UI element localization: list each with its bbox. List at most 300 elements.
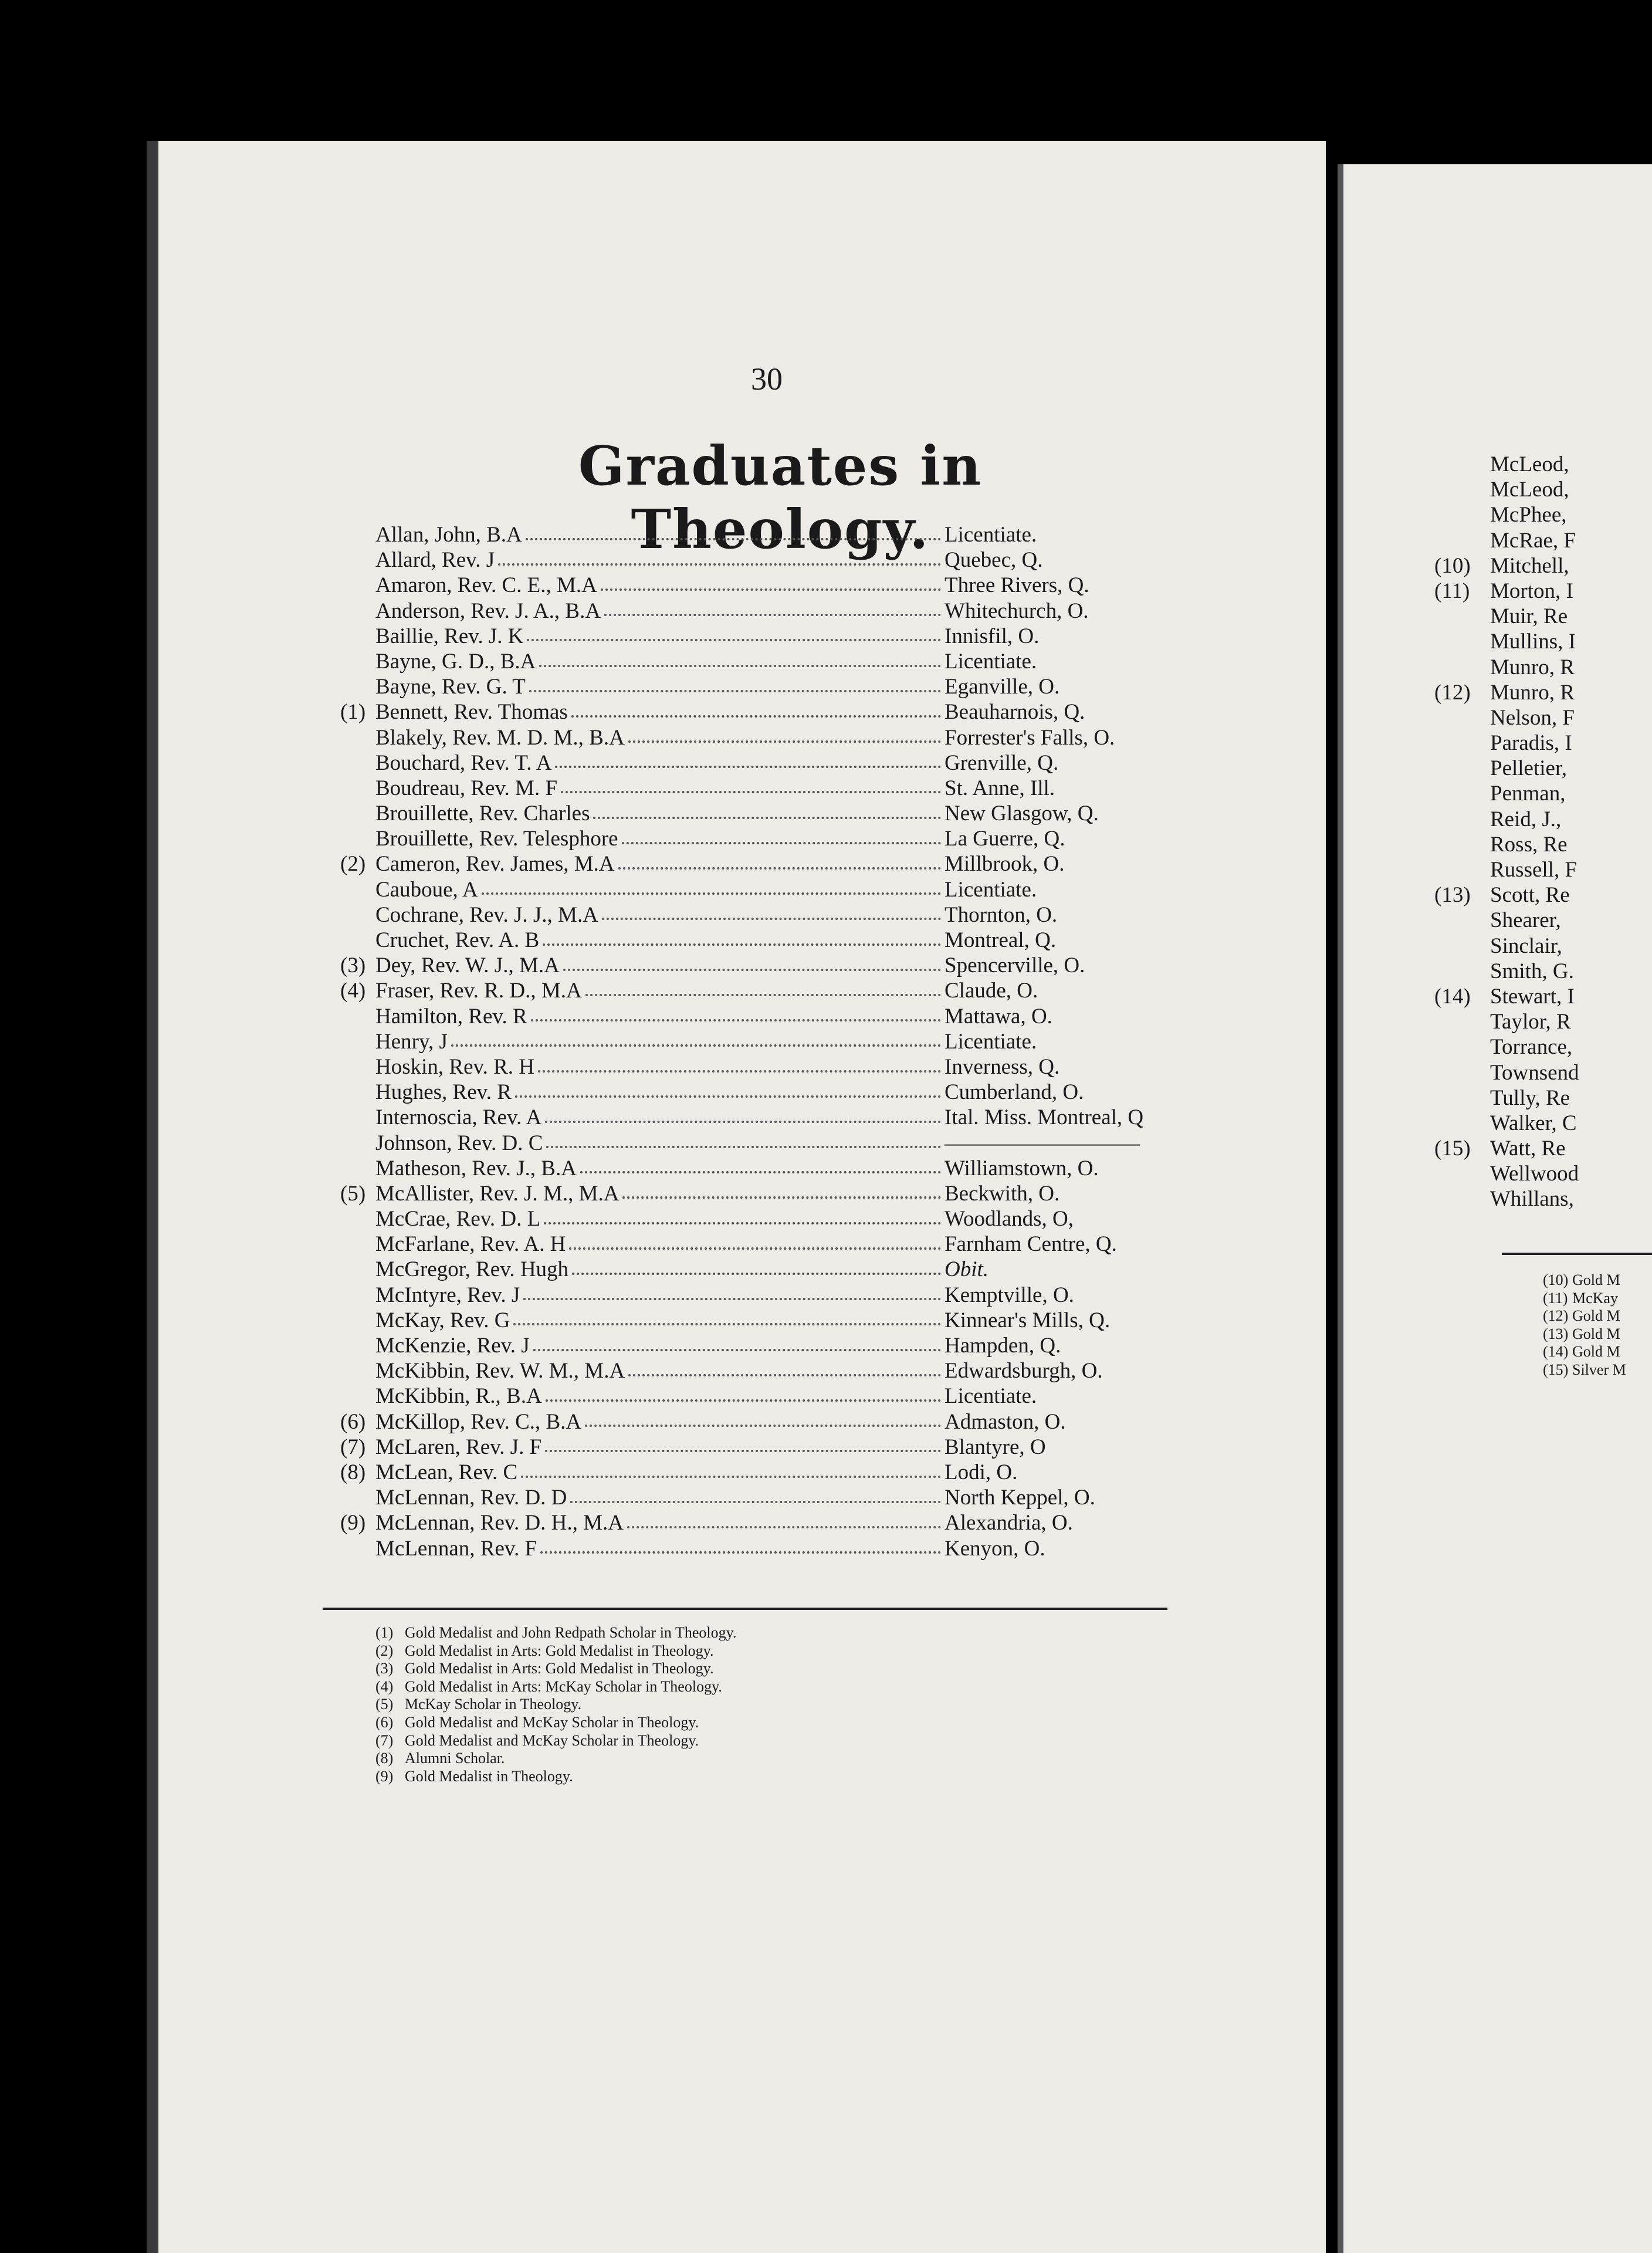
list-item — [1490, 502, 1652, 527]
list-item — [340, 522, 1197, 547]
footnote-marker — [1434, 705, 1490, 730]
footnote-marker — [1434, 502, 1490, 527]
right-section-rule — [1502, 1253, 1652, 1255]
graduate-name: Penman, — [1490, 782, 1566, 806]
footnote-item — [1543, 1343, 1652, 1361]
graduate-location: Spencerville, O. — [945, 953, 1085, 978]
list-item — [340, 928, 1197, 953]
list-item — [340, 674, 1197, 699]
list-item — [340, 902, 1197, 928]
list-item — [340, 1485, 1197, 1510]
list-item — [1490, 1009, 1652, 1034]
list-item — [1490, 1161, 1652, 1186]
list-item — [340, 1283, 1197, 1308]
leader-dots — [538, 1070, 941, 1073]
graduate-name: McLennan, Rev. F — [375, 1536, 537, 1561]
graduate-name: Allan, John, B.A — [375, 523, 522, 547]
graduate-name: Boudreau, Rev. M. F — [375, 776, 558, 800]
footnote-mark: (10) — [1543, 1271, 1569, 1288]
list-item — [340, 573, 1197, 598]
graduate-location: Millbrook, O. — [945, 852, 1065, 877]
footnote-marker: (6) — [340, 1409, 366, 1434]
graduate-name: McCrae, Rev. D. L — [375, 1207, 541, 1232]
footnotes — [375, 1624, 1138, 1785]
footnote-marker — [1434, 604, 1490, 629]
leader-dots — [571, 715, 941, 718]
graduate-name: Muir, Re — [1490, 604, 1568, 629]
list-item — [340, 649, 1197, 674]
footnote-marker — [1434, 655, 1490, 680]
footnote-item — [1543, 1361, 1652, 1379]
footnote-item — [375, 1660, 1138, 1678]
leader-dots — [513, 1323, 941, 1325]
footnote-marker: (12) — [1434, 680, 1471, 705]
footnote-marker — [1434, 528, 1490, 553]
leader-dots — [533, 1349, 941, 1351]
graduate-location: North Keppel, O. — [945, 1486, 1095, 1510]
leader-dots — [545, 1450, 941, 1452]
list-item — [1490, 832, 1652, 857]
graduate-location: Kenyon, O. — [945, 1536, 1045, 1561]
graduate-name: McKay, Rev. G — [375, 1308, 510, 1332]
list-item — [1490, 477, 1652, 502]
leader-dots — [521, 1476, 941, 1478]
footnote-marker: (14) — [1434, 984, 1471, 1009]
graduate-name: Henry, J — [375, 1029, 448, 1054]
graduate-name: Townsend — [1490, 1060, 1579, 1085]
graduate-location: Thornton, O. — [945, 902, 1058, 927]
leader-dots — [523, 1298, 941, 1300]
footnote-marker: (4) — [340, 979, 366, 1003]
list-item — [1490, 528, 1652, 553]
leader-dots — [628, 740, 941, 743]
leader-dots — [602, 918, 941, 920]
leader-dots — [628, 1374, 941, 1376]
graduate-location: Woodlands, O, — [945, 1207, 1074, 1232]
graduate-location: Eganville, O. — [945, 675, 1060, 699]
footnote-text: Gold Medalist in Theology. — [405, 1767, 573, 1785]
list-item — [1490, 908, 1652, 933]
footnote-marker — [1434, 781, 1490, 806]
book-gutter — [1326, 164, 1338, 2253]
leader-dots — [585, 994, 941, 996]
graduate-name: Hughes, Rev. R — [375, 1080, 512, 1105]
graduate-name: Cruchet, Rev. A. B — [375, 928, 540, 952]
footnote-item — [375, 1732, 1138, 1750]
graduate-name: Bayne, G. D., B.A — [375, 649, 536, 674]
leader-dots — [546, 1146, 941, 1148]
graduate-name: Watt, Re — [1490, 1136, 1566, 1161]
footnote-marker — [1434, 857, 1490, 882]
list-item — [340, 1383, 1197, 1409]
list-item — [340, 750, 1197, 776]
graduate-name: Mitchell, — [1490, 553, 1569, 578]
list-item — [340, 1029, 1197, 1054]
graduate-name: Scott, Re — [1490, 883, 1570, 908]
footnote-mark: (12) — [1543, 1307, 1569, 1325]
footnote-item — [375, 1696, 1138, 1714]
page-title: Graduates in Theology. — [578, 434, 983, 561]
leader-dots — [529, 690, 941, 692]
footnote-marker — [1434, 908, 1490, 933]
footnote-mark: (1) — [375, 1624, 394, 1641]
list-item — [1490, 1186, 1652, 1212]
graduate-name: Bennett, Rev. Thomas — [375, 700, 568, 725]
footnote-mark: (9) — [375, 1767, 394, 1785]
list-item — [340, 547, 1197, 573]
graduate-name: McLeod, — [1490, 452, 1569, 476]
list-item — [340, 978, 1197, 1003]
graduate-location: Mattawa, O. — [945, 1004, 1052, 1029]
footnote-marker — [1434, 452, 1490, 477]
leader-dots — [482, 892, 941, 895]
footnote-marker — [1434, 807, 1490, 832]
footnote-marker — [1434, 477, 1490, 502]
graduate-name: Stewart, I — [1490, 984, 1575, 1009]
list-item — [1490, 1111, 1652, 1136]
footnote-marker: (1) — [340, 700, 366, 725]
footnote-item — [375, 1624, 1138, 1642]
graduate-location: Hampden, Q. — [945, 1334, 1061, 1358]
footnote-text: Gold Medalist and John Redpath Scholar in Theology. — [405, 1624, 737, 1641]
leader-dots — [451, 1044, 941, 1047]
graduate-name: Paradis, I — [1490, 731, 1572, 756]
footnote-marker — [1434, 1085, 1490, 1111]
footnote-marker — [1434, 1060, 1490, 1085]
list-item — [340, 1333, 1197, 1358]
graduate-name: Amaron, Rev. C. E., M.A — [375, 573, 597, 598]
graduate-name: McRae, F — [1490, 528, 1576, 553]
graduate-name: Dey, Rev. W. J., M.A — [375, 953, 560, 978]
footnote-marker: (13) — [1434, 883, 1471, 908]
graduate-location: Edwardsburgh, O. — [945, 1359, 1103, 1383]
leader-dots — [622, 1196, 941, 1199]
list-item — [1434, 1136, 1652, 1161]
leader-dots — [539, 665, 941, 667]
footnote-text: Gold Medalist in Arts: Gold Medalist in Theology. — [405, 1660, 714, 1677]
footnote-mark: (5) — [375, 1696, 394, 1713]
footnote-text: Gold M — [1572, 1325, 1620, 1342]
graduate-location: Ital. Miss. Montreal, Q — [945, 1105, 1144, 1130]
graduate-location: Licentiate. — [945, 523, 1037, 547]
graduate-name: Anderson, Rev. J. A., B.A — [375, 598, 601, 623]
graduate-name: Mullins, I — [1490, 630, 1576, 654]
list-item — [1490, 452, 1652, 477]
graduate-name: Allard, Rev. J — [375, 548, 495, 573]
graduate-name: McLennan, Rev. D. H., M.A — [375, 1511, 624, 1535]
list-item — [1490, 756, 1652, 781]
footnote-mark: (13) — [1543, 1325, 1569, 1342]
list-item — [1490, 604, 1652, 629]
footnote-item — [375, 1714, 1138, 1732]
list-item — [340, 1206, 1197, 1232]
graduate-name: McLennan, Rev. D. D — [375, 1486, 567, 1510]
graduate-name: Johnson, Rev. D. C — [375, 1131, 543, 1155]
footnote-marker — [1434, 959, 1490, 984]
footnote-marker: (9) — [340, 1511, 366, 1535]
footnote-item — [1543, 1290, 1652, 1308]
footnote-marker: (8) — [340, 1460, 366, 1484]
footnote-mark: (6) — [375, 1713, 394, 1731]
right-page-list — [1434, 452, 1652, 1212]
list-item — [340, 1308, 1197, 1333]
footnote-text: Gold M — [1572, 1343, 1620, 1361]
graduate-name: Baillie, Rev. J. K — [375, 624, 524, 648]
graduate-name: McLean, Rev. C — [375, 1460, 518, 1484]
list-item — [1490, 655, 1652, 680]
footnote-marker: (3) — [340, 953, 366, 978]
list-item — [340, 953, 1197, 978]
list-item — [340, 776, 1197, 801]
graduate-name: Cameron, Rev. James, M.A — [375, 852, 615, 877]
graduate-location: Licentiate. — [945, 1384, 1037, 1409]
graduate-name: Internoscia, Rev. A — [375, 1105, 542, 1130]
leader-dots — [545, 1121, 941, 1123]
graduate-location: Cumberland, O. — [945, 1080, 1084, 1105]
graduate-name: Torrance, — [1490, 1035, 1573, 1060]
leader-dots — [570, 1501, 941, 1503]
footnote-marker: (11) — [1434, 579, 1470, 603]
list-item — [1490, 807, 1652, 832]
list-item — [340, 877, 1197, 902]
footnote-item — [375, 1642, 1138, 1660]
graduate-name: Brouillette, Rev. Telesphore — [375, 827, 618, 851]
graduate-name: Whillans, — [1490, 1187, 1574, 1212]
list-item — [340, 1435, 1197, 1460]
leader-dots — [572, 1273, 941, 1275]
graduate-name: Cochrane, Rev. J. J., M.A — [375, 902, 598, 927]
graduate-name: Bayne, Rev. G. T — [375, 675, 526, 699]
leader-dots — [593, 817, 941, 819]
list-item — [1490, 1060, 1652, 1085]
graduate-name: Matheson, Rev. J., B.A — [375, 1156, 577, 1180]
footnote-marker: (10) — [1434, 553, 1471, 578]
graduate-name: McAllister, Rev. J. M., M.A — [375, 1181, 620, 1206]
graduate-name: Cauboue, A — [375, 877, 478, 902]
graduate-location: Lodi, O. — [945, 1460, 1018, 1484]
graduate-location: Quebec, Q. — [945, 548, 1043, 573]
footnote-mark: (11) — [1543, 1289, 1568, 1307]
list-item — [1490, 705, 1652, 730]
graduate-name: Nelson, F — [1490, 705, 1575, 730]
list-item — [1490, 1085, 1652, 1111]
graduate-location: Innisfil, O. — [945, 624, 1040, 648]
list-item — [340, 1181, 1197, 1206]
graduate-name: McKibbin, Rev. W. M., M.A — [375, 1359, 625, 1383]
graduate-location: Licentiate. — [945, 1029, 1037, 1054]
footnote-marker: (2) — [340, 852, 366, 877]
footnote-marker: (5) — [340, 1181, 366, 1206]
footnote-marker — [1434, 1111, 1490, 1136]
graduate-location: ――――――――― — [945, 1131, 1140, 1155]
leader-dots — [627, 1526, 941, 1528]
list-item — [340, 598, 1197, 624]
leader-dots — [498, 563, 941, 566]
list-item — [1490, 959, 1652, 984]
graduate-name: McFarlane, Rev. A. H — [375, 1232, 566, 1257]
leader-dots — [546, 1399, 941, 1402]
page-number: 30 — [751, 361, 783, 397]
graduate-location: Forrester's Falls, O. — [945, 725, 1115, 750]
footnote-marker — [1434, 933, 1490, 959]
graduate-location: Grenville, Q. — [945, 750, 1059, 775]
graduate-location: Blantyre, O — [945, 1435, 1046, 1459]
graduate-location: Kemptville, O. — [945, 1283, 1074, 1307]
graduate-name: McIntyre, Rev. J — [375, 1283, 520, 1307]
graduate-name: McKenzie, Rev. J — [375, 1334, 530, 1358]
list-item — [340, 1409, 1197, 1435]
leader-dots — [515, 1095, 941, 1098]
footnote-item — [1543, 1307, 1652, 1325]
leader-dots — [544, 1222, 941, 1224]
list-item — [340, 725, 1197, 750]
list-item — [1490, 629, 1652, 654]
graduate-name: Russell, F — [1490, 858, 1577, 882]
list-item — [1490, 933, 1652, 959]
graduate-name: Walker, C — [1490, 1111, 1577, 1135]
footnote-mark: (8) — [375, 1750, 394, 1767]
graduate-name: Blakely, Rev. M. D. M., B.A — [375, 725, 625, 750]
footnote-marker — [1434, 1034, 1490, 1060]
list-item — [340, 1054, 1197, 1080]
graduate-name: Wellwood — [1490, 1162, 1579, 1186]
graduate-location: New Glasgow, Q. — [945, 801, 1099, 826]
footnote-mark: (3) — [375, 1660, 394, 1677]
footnote-mark: (14) — [1543, 1343, 1569, 1361]
leader-dots — [561, 791, 941, 793]
list-item — [340, 699, 1197, 725]
list-item — [1490, 857, 1652, 882]
graduate-name: Taylor, R — [1490, 1010, 1571, 1034]
footnote-marker — [1434, 629, 1490, 654]
graduate-name: Smith, G. — [1490, 959, 1574, 983]
graduate-name: Pelletier, — [1490, 756, 1568, 781]
footnote-item — [375, 1750, 1138, 1768]
footnote-item — [375, 1678, 1138, 1696]
graduate-location: Williamstown, O. — [945, 1156, 1099, 1180]
leader-dots — [531, 1019, 941, 1021]
graduate-location: Licentiate. — [945, 877, 1037, 902]
leader-dots — [622, 842, 941, 844]
list-item — [340, 1232, 1197, 1257]
footnote-marker — [1434, 756, 1490, 781]
list-item — [340, 1536, 1197, 1561]
leader-dots — [540, 1551, 941, 1554]
graduate-location: Kinnear's Mills, Q. — [945, 1308, 1111, 1332]
footnote-text: Silver M — [1572, 1361, 1626, 1378]
footnote-marker — [1434, 1161, 1490, 1186]
leader-dots — [526, 538, 941, 540]
graduate-name: Tully, Re — [1490, 1085, 1570, 1110]
footnote-marker — [1434, 1186, 1490, 1212]
graduate-location: Admaston, O. — [945, 1409, 1066, 1434]
graduate-location: Claude, O. — [945, 979, 1038, 1003]
graduate-location: Obit. — [945, 1257, 989, 1282]
list-item — [340, 1510, 1197, 1535]
graduate-name: McGregor, Rev. Hugh — [375, 1257, 569, 1282]
graduate-name: McPhee, — [1490, 503, 1567, 527]
footnote-mark: (7) — [375, 1731, 394, 1749]
graduate-location: Three Rivers, Q. — [945, 573, 1089, 598]
list-item — [340, 1156, 1197, 1181]
graduate-name: Munro, R — [1490, 680, 1575, 705]
leader-dots — [580, 1171, 941, 1173]
graduate-name: McKibbin, R., B.A — [375, 1384, 542, 1409]
leader-dots — [543, 943, 941, 946]
footnote-marker — [1434, 1009, 1490, 1034]
footnote-item — [1543, 1271, 1652, 1290]
graduate-name: McLaren, Rev. J. F — [375, 1435, 542, 1459]
graduate-location: Montreal, Q. — [945, 928, 1057, 952]
graduate-location: Licentiate. — [945, 649, 1037, 674]
list-item — [340, 801, 1197, 826]
list-item — [340, 1004, 1197, 1029]
list-item — [340, 1460, 1197, 1485]
leader-dots — [618, 867, 941, 870]
graduate-location: Beckwith, O. — [945, 1181, 1060, 1206]
graduate-name: McLeod, — [1490, 478, 1569, 502]
graduate-name: Munro, R — [1490, 655, 1575, 679]
list-item — [340, 1080, 1197, 1105]
section-rule — [323, 1608, 1167, 1610]
graduate-name: Shearer, — [1490, 908, 1561, 933]
graduate-location: La Guerre, Q. — [945, 827, 1065, 851]
list-item — [1490, 781, 1652, 806]
leader-dots — [585, 1425, 941, 1427]
graduate-location: Whitechurch, O. — [945, 598, 1089, 623]
leader-dots — [601, 588, 941, 591]
graduate-name: Ross, Re — [1490, 832, 1568, 857]
graduate-name: Brouillette, Rev. Charles — [375, 801, 590, 826]
list-item — [340, 851, 1197, 877]
list-item — [1434, 553, 1652, 579]
list-item — [1434, 882, 1652, 908]
footnote-marker: (7) — [340, 1435, 366, 1459]
list-item — [340, 826, 1197, 851]
graduate-name: Hamilton, Rev. R — [375, 1004, 527, 1029]
graduate-location: Beauharnois, Q. — [945, 700, 1085, 725]
footnote-mark: (4) — [375, 1677, 394, 1695]
footnote-text: Gold Medalist in Arts: Gold Medalist in Theology. — [405, 1642, 714, 1659]
graduate-name: Fraser, Rev. R. D., M.A — [375, 979, 582, 1003]
footnote-text: McKay Scholar in Theology. — [405, 1696, 582, 1713]
footnote-item — [1543, 1325, 1652, 1344]
list-item — [1434, 579, 1652, 604]
list-item — [340, 1131, 1197, 1156]
footnote-marker — [1434, 832, 1490, 857]
graduates-list — [340, 522, 1197, 1561]
graduate-name: Reid, J., — [1490, 807, 1562, 831]
leader-dots — [527, 639, 941, 641]
footnote-text: Alumni Scholar. — [405, 1750, 505, 1767]
graduate-name: Sinclair, — [1490, 933, 1562, 958]
footnote-item — [375, 1768, 1138, 1786]
graduate-name: Bouchard, Rev. T. A — [375, 750, 552, 775]
footnote-text: Gold Medalist and McKay Scholar in Theology. — [405, 1713, 699, 1731]
list-item — [1490, 730, 1652, 756]
list-item — [340, 624, 1197, 649]
leader-dots — [563, 969, 941, 971]
list-item — [1490, 1034, 1652, 1060]
footnote-text: Gold Medalist in Arts: McKay Scholar in Theology. — [405, 1677, 722, 1695]
footnote-marker: (15) — [1434, 1136, 1471, 1161]
graduate-location: Farnham Centre, Q. — [945, 1232, 1117, 1257]
footnote-marker — [1434, 730, 1490, 756]
right-footnotes — [1543, 1271, 1652, 1379]
list-item — [340, 1105, 1197, 1130]
graduate-name: McKillop, Rev. C., B.A — [375, 1409, 582, 1434]
footnote-text: Gold M — [1572, 1307, 1620, 1325]
